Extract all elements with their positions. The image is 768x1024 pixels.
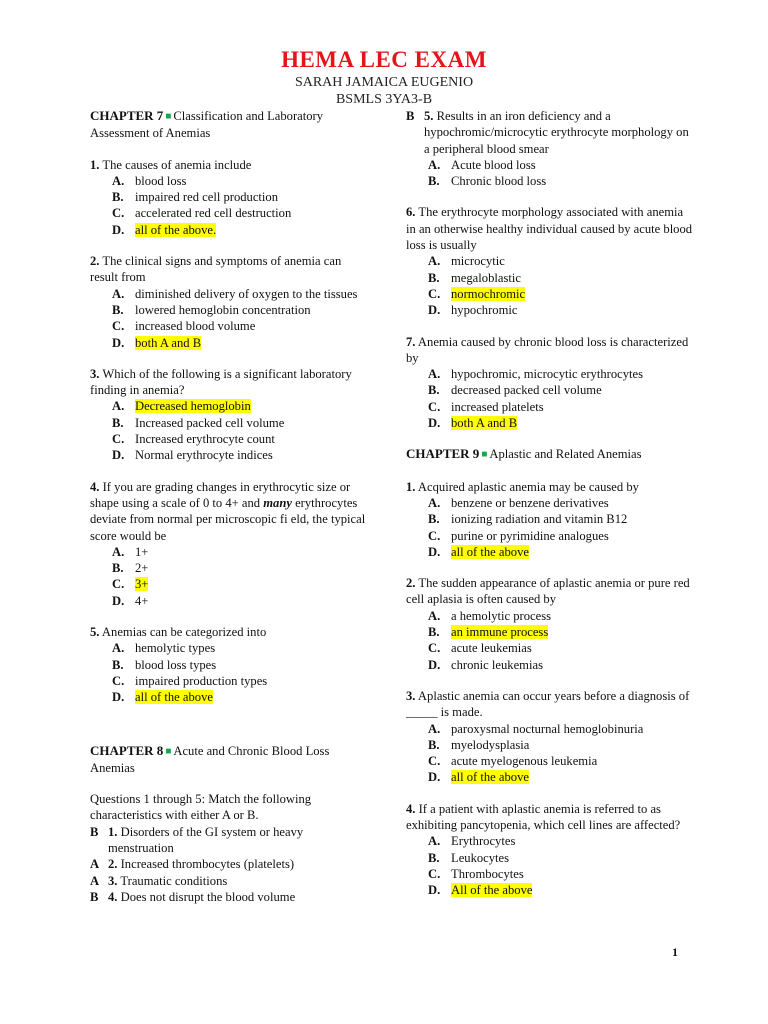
option-answer: D. All of the above [428,883,533,898]
option: C. increased blood volume [112,319,256,334]
option: B. ionizing radiation and vitamin B12 [428,512,628,527]
option: C. impaired production types [112,673,268,688]
match-item: B 5. Results in an iron deficiency and a hypochromic/microcytic erythrocyte morphology on a peripheral blood smear [406,109,689,156]
chapter-8-heading: CHAPTER 8 ■ Acute and Chronic Blood Loss Anemias [90,742,330,775]
match-item: A 2. Increased thrombocytes (platelets) [90,857,295,872]
exam-title: HEMA LEC EXAM [281,47,487,72]
option: A. hypochromic, microcytic erythrocytes [428,367,643,382]
option: D. Normal erythrocyte indices [112,448,273,463]
chapter-title: Classification and Laboratory Assessment of Anemias [90,109,324,141]
option: A. 1+ [112,544,149,559]
option-answer: D. both A and B [428,416,518,431]
match-item: B 4. Does not disrupt the blood volume [90,889,296,904]
option: C. Increased erythrocyte count [112,432,275,447]
option: A. hemolytic types [112,641,216,656]
option: D. chronic leukemias [428,657,543,672]
option: C. purine or pyrimidine analogues [428,528,609,543]
question-ch7-3: 3. Which of the following is a significant laboratory finding in anemia? A. Decreased hemoglobin B. Increased packed cell volume C. Increased erythrocyte count D. Normal erythrocyte indices [90,366,372,464]
option: B. 2+ [112,561,149,576]
question-ch7-2: 2. The clinical signs and symptoms of anemia can result from A. diminished delivery of oxygen to the tissues B. lowered hemoglobin concentration C. increased blood volume D. both A and B [90,253,372,351]
option: A. blood loss [112,173,187,188]
option: B. Leukocytes [428,850,510,865]
right-column [406,108,696,913]
student-section: BSMLS 3YA3-B [335,92,433,107]
highlighted-answer: both A and B [135,335,202,350]
chapter-9-heading: CHAPTER 9 ■ Aplastic and Related Anemias [406,446,642,462]
highlighted-answer: all of the above. [135,222,217,237]
match-item: A 3. Traumatic conditions [90,873,228,888]
chapter-7-heading: CHAPTER 7 ■ Classification and Laboratory Assessment of Anemias [90,108,324,141]
highlighted-answer: All of the above [451,883,533,898]
option: B. blood loss types [112,657,217,672]
option: B. Increased packed cell volume [112,415,285,430]
question-ch9-3: 3. Aplastic anemia can occur years before a diagnosis of _____ is made. A. paroxysmal nocturnal hemoglobinuria B. myelodysplasia C. acute myelogenous leukemia D. all of the above [406,688,696,786]
option: D. 4+ [112,593,149,608]
question-ch9-2: 2. The sudden appearance of aplastic anemia or pure red cell aplasia is often caused by A. a hemolytic process B. an immune process C. acute leukemias D. chronic leukemias [406,575,696,673]
highlighted-answer: 3+ [135,577,149,592]
question-ch8-6: 6. The erythrocyte morphology associated with anemia in an otherwise healthy individual caused by acute blood loss is usually A. microcytic B. megaloblastic C. normochromic D. hypochromic [406,204,696,318]
question-ch7-1: 1. The causes of anemia include A. blood loss B. impaired red cell production C. accelerated red cell destruction D. all of the above. [90,157,372,238]
option: C. Thrombocytes [428,866,524,881]
matching-intro: Questions 1 through 5: Match the following characteristics with either A or B. [90,792,312,823]
option: B. lowered hemoglobin concentration [112,302,311,317]
option-answer: C. normochromic [428,286,526,301]
question-ch9-4: 4. If a patient with aplastic anemia is referred to as exhibiting pancytopenia, which cell lines are affected? A. Erythrocytes B. Leukocytes C. Thrombocytes D. All of the above [406,801,696,899]
option-answer: B. an immune process [428,625,549,640]
option: B. decreased packed cell volume [428,383,602,398]
option-answer: D. all of the above [428,544,529,559]
document-header [0,46,768,108]
option-answer: D. both A and B [112,335,202,350]
option: C. acute leukemias [428,641,532,656]
option: A. Acute blood loss [428,157,536,172]
option-answer: A. Decreased hemoglobin [112,399,251,414]
question-ch8-7: 7. Anemia caused by chronic blood loss is characterized by A. hypochromic, microcytic erythrocytes B. decreased packed cell volume C. increased platelets D. both A and B [406,334,696,432]
highlighted-answer: an immune process [451,625,549,640]
highlighted-answer: all of the above [451,544,529,559]
student-name: SARAH JAMAICA EUGENIO [294,75,474,90]
green-square-icon: ■ [165,111,172,122]
option: B. megaloblastic [428,270,521,285]
page-number: 1 [672,945,678,959]
option: A. a hemolytic process [428,608,552,623]
option-answer: D. all of the above [428,770,529,785]
option-answer: D. all of the above [112,690,213,705]
match-item: B 1. Disorders of the GI system or heavy menstruation [90,824,304,855]
highlighted-answer: both A and B [451,416,518,431]
highlighted-answer: normochromic [451,286,526,301]
question-ch7-4: 4. If you are grading changes in erythrocytic size or shape using a scale of 0 to 4+ and many erythrocytes deviate from normal per microscopic fi eld, the typical score would be A. 1+ B. 2+ C. 3+ D. 4+ [90,479,372,609]
question-ch9-1: 1. Acquired aplastic anemia may be caused by A. benzene or benzene derivatives B. ionizing radiation and vitamin B12 C. purine or pyrimidine analogues D. all of the above [406,479,696,560]
left-column [90,108,372,905]
option: A. paroxysmal nocturnal hemoglobinuria [428,721,644,736]
option-answer: D. all of the above. [112,222,217,237]
option: A. benzene or benzene derivatives [428,495,609,510]
option: A. microcytic [428,254,505,269]
option: B. impaired red cell production [112,190,279,205]
green-square-icon: ■ [165,745,172,757]
option-answer: C. 3+ [112,577,149,592]
green-square-icon: ■ [481,449,488,461]
option: D. hypochromic [428,303,518,318]
option: C. accelerated red cell destruction [112,206,292,221]
highlighted-answer: all of the above [135,690,213,705]
option: C. increased platelets [428,399,544,414]
option: B. myelodysplasia [428,737,530,752]
option: A. diminished delivery of oxygen to the tissues [112,286,358,301]
highlighted-answer: Decreased hemoglobin [135,399,251,414]
option: C. acute myelogenous leukemia [428,754,598,769]
question-ch7-5: 5. Anemias can be categorized into A. hemolytic types B. blood loss types C. impaired production types D. all of the above [90,624,372,705]
highlighted-answer: all of the above [451,770,529,785]
option: A. Erythrocytes [428,834,516,849]
option: B. Chronic blood loss [428,174,547,189]
